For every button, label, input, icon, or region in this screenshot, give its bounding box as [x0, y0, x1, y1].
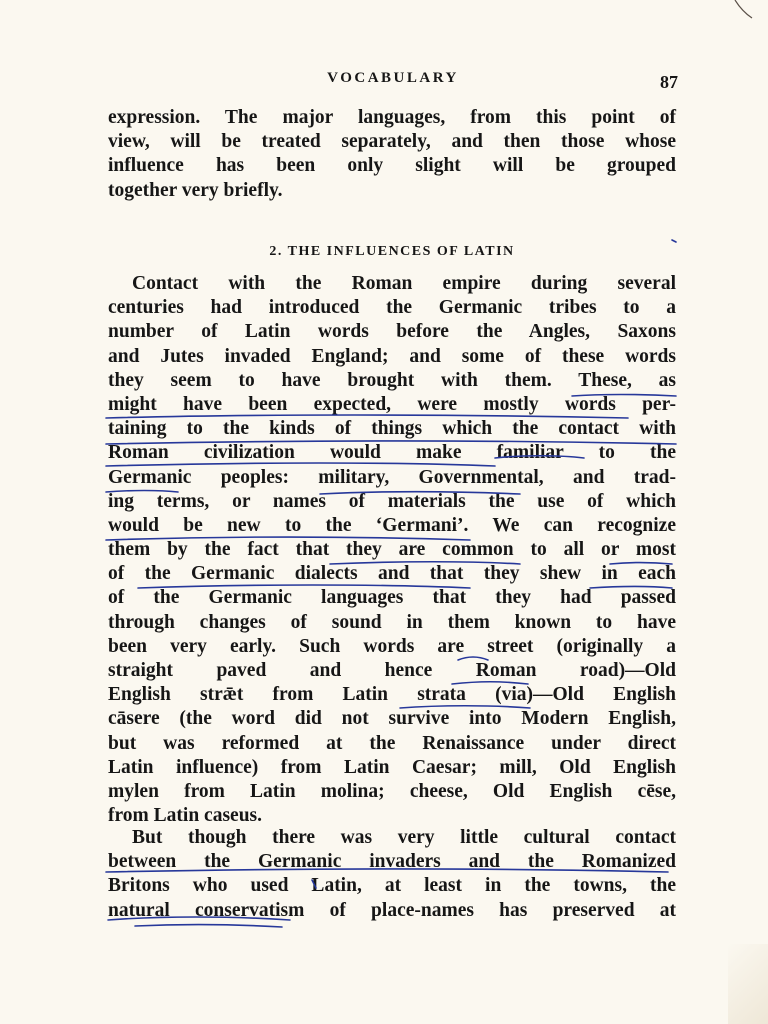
text-line: of the Germanic languages that they had passed [108, 587, 676, 609]
text-line: Contact with the Roman empire during several [132, 273, 676, 294]
page-corner-shadow [728, 944, 768, 1024]
text-line: of the Germanic dialects and that they shew in each [108, 563, 676, 585]
text-line: together very briefly. [108, 179, 283, 201]
pen-underline [135, 925, 282, 927]
text-line: straight paved and hence Roman road)—Old [108, 660, 676, 681]
text-line: But though there was very little cultural contact [132, 827, 676, 848]
text-line: Latin influence) from Latin Caesar; mill, Old English [108, 756, 676, 778]
text-line: English strǣt from Latin strata (via)—Old English [108, 684, 676, 706]
text-line: might have been expected, were mostly words per- [108, 393, 676, 415]
text-line: them by the fact that they are common to all or most [108, 539, 676, 561]
section-heading: 2. THE INFLUENCES OF LATIN [269, 244, 515, 259]
text-line: natural conservatism of place-names has preserved at [108, 899, 676, 921]
text-line: they seem to have brought with them. These, as [108, 369, 676, 391]
text-line: Roman civilization would make familiar to the [108, 442, 676, 464]
text-line: been very early. Such words are street (originally a [108, 635, 676, 657]
page-header [108, 70, 678, 96]
text-line: Germanic peoples: military, Governmental, and trad- [108, 466, 676, 488]
page-edge-mark [735, 0, 752, 18]
text-line: view, will be treated separately, and then those whose [108, 131, 676, 153]
text-line: cāsere (the word did not survive into Modern English, [108, 708, 676, 730]
text-line: ing terms, or names of materials the use of which [108, 490, 676, 512]
pen-mark [672, 240, 676, 242]
text-line: between the Germanic invaders and the Romanized [108, 851, 676, 873]
page-number: 87 [660, 72, 678, 92]
text-line: and Jutes invaded England; and some of these words [108, 345, 676, 367]
text-line: taining to the kinds of things which the contact with [108, 418, 676, 440]
intro-paragraph [108, 106, 676, 203]
last-paragraph [108, 826, 676, 923]
text-line: Britons who used Latin, at least in the towns, the [108, 875, 676, 897]
text-line: number of Latin words before the Angles, Saxons [108, 321, 676, 343]
main-paragraph [108, 272, 676, 828]
text-line: would be new to the ‘Germani’. We can recognize [108, 514, 676, 536]
text-line: mylen from Latin molina; cheese, Old English cēse, [108, 780, 676, 802]
running-title: VOCABULARY [327, 70, 459, 86]
text-line: from Latin caseus. [108, 805, 263, 827]
text-line: through changes of sound in them known to have [108, 611, 676, 633]
text-line: but was reformed at the Renaissance under direct [108, 732, 676, 754]
text-line: expression. The major languages, from this point of [108, 107, 676, 128]
text-line: influence has been only slight will be grouped [108, 155, 676, 177]
text-line: centuries had introduced the Germanic tribes to a [108, 297, 676, 319]
